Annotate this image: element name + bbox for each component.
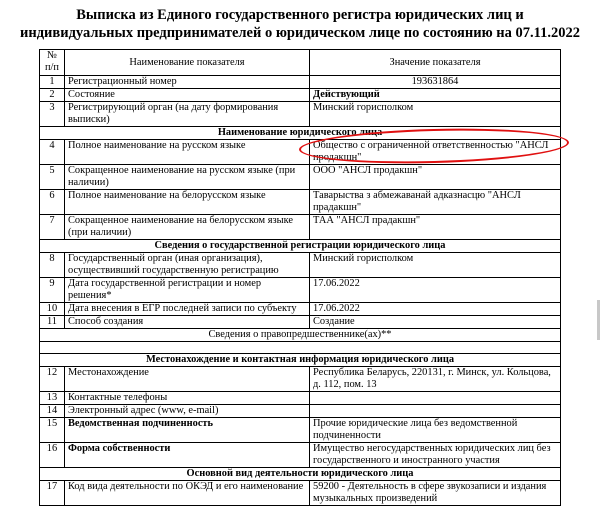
row-value: 59200 - Деятельность в сфере звукозаписи и издания музыкальных произведений (310, 481, 561, 506)
row-label: Регистрационный номер (65, 76, 310, 89)
row-number: 5 (40, 165, 65, 190)
row-number: 8 (40, 253, 65, 278)
table-row (40, 418, 561, 443)
row-number: 1 (40, 76, 65, 89)
row-label: Контактные телефоны (65, 392, 310, 405)
row-number: 15 (40, 418, 65, 443)
table-header-row (40, 50, 561, 76)
header-value: Значение показателя (310, 50, 561, 76)
row-label: Полное наименование на белорусском языке (65, 190, 310, 215)
row-number: 12 (40, 367, 65, 392)
table-row (40, 303, 561, 316)
row-number: 17 (40, 481, 65, 506)
row-label: Государственный орган (иная организация), осуществивший государственную регистрацию (65, 253, 310, 278)
row-value (310, 392, 561, 405)
table-row (40, 89, 561, 102)
section-row (40, 127, 561, 140)
table-row (40, 253, 561, 278)
row-label: Ведомственная подчиненность (65, 418, 310, 443)
row-label: Полное наименование на русском языке (65, 140, 310, 165)
table-row (40, 102, 561, 127)
table-row (40, 443, 561, 468)
row-label: Сокращенное наименование на русском языке (при наличии) (65, 165, 310, 190)
predecessor-heading: Сведения о правопредшественнике(ах)** (40, 329, 561, 342)
row-number: 11 (40, 316, 65, 329)
table-row (40, 392, 561, 405)
row-value: Общество с ограниченной ответственностью "АНСЛ продакшн" (310, 140, 561, 165)
table-row (40, 481, 561, 506)
row-label: Электронный адрес (www, e-mail) (65, 405, 310, 418)
document-title-line-1: Выписка из Единого государственного регистра юридических лиц и (76, 7, 524, 23)
row-value: Прочие юридические лица без ведомственной подчиненности (310, 418, 561, 443)
row-number: 13 (40, 392, 65, 405)
row-number: 3 (40, 102, 65, 127)
section-heading: Местонахождение и контактная информация юридического лица (40, 354, 561, 367)
row-value: ООО "АНСЛ продакшн" (310, 165, 561, 190)
table-row (40, 165, 561, 190)
section-heading: Наименование юридического лица (40, 127, 561, 140)
row-value (310, 405, 561, 418)
row-label: Состояние (65, 89, 310, 102)
row-number: 10 (40, 303, 65, 316)
row-label: Местонахождение (65, 367, 310, 392)
row-value: Действующий (310, 89, 561, 102)
row-value: Имущество негосударственных юридических лиц без государственного и иностранного участия (310, 443, 561, 468)
row-value: Таварыства з абмежаванай адказнасцю "АНСЛ прадакшн" (310, 190, 561, 215)
header-name: Наименование показателя (65, 50, 310, 76)
row-number: 9 (40, 278, 65, 303)
row-label: Регистрирующий орган (на дату формирования выписки) (65, 102, 310, 127)
table-row (40, 76, 561, 89)
section-row (40, 240, 561, 253)
table-row (40, 405, 561, 418)
row-value: 193631864 (310, 76, 561, 89)
section-heading: Сведения о государственной регистрации юридического лица (40, 240, 561, 253)
row-number: 14 (40, 405, 65, 418)
empty-row (40, 342, 561, 354)
table-row (40, 190, 561, 215)
row-label: Дата внесения в ЕГР последней записи по субъекту (65, 303, 310, 316)
row-label: Код вида деятельности по ОКЭД и его наименование (65, 481, 310, 506)
table-row (40, 140, 561, 165)
section-row (40, 329, 561, 342)
row-number: 4 (40, 140, 65, 165)
table-row (40, 278, 561, 303)
row-value: ТАА "АНСЛ прадакшн" (310, 215, 561, 240)
section-heading: Основной вид деятельности юридического лица (40, 468, 561, 481)
row-number: 7 (40, 215, 65, 240)
row-value: Создание (310, 316, 561, 329)
row-value: 17.06.2022 (310, 278, 561, 303)
row-number: 16 (40, 443, 65, 468)
table-row (40, 367, 561, 392)
registry-table (39, 49, 561, 506)
empty-cell (40, 342, 561, 354)
header-num: № п/п (40, 50, 65, 76)
row-label: Сокращенное наименование на белорусском языке (при наличии) (65, 215, 310, 240)
table-row (40, 316, 561, 329)
row-value: 17.06.2022 (310, 303, 561, 316)
document-title (0, 6, 600, 42)
row-number: 2 (40, 89, 65, 102)
row-label: Способ создания (65, 316, 310, 329)
section-row (40, 468, 561, 481)
row-value: Республика Беларусь, 220131, г. Минск, ул. Кольцова, д. 112, пом. 13 (310, 367, 561, 392)
row-number: 6 (40, 190, 65, 215)
document-title-line-2: индивидуальных предпринимателей о юридическом лице по состоянию на 07.11.2022 (20, 25, 580, 41)
row-label: Форма собственности (65, 443, 310, 468)
row-value: Минский горисполком (310, 102, 561, 127)
row-label: Дата государственной регистрации и номер решения* (65, 278, 310, 303)
table-row (40, 215, 561, 240)
section-row (40, 354, 561, 367)
row-value: Минский горисполком (310, 253, 561, 278)
